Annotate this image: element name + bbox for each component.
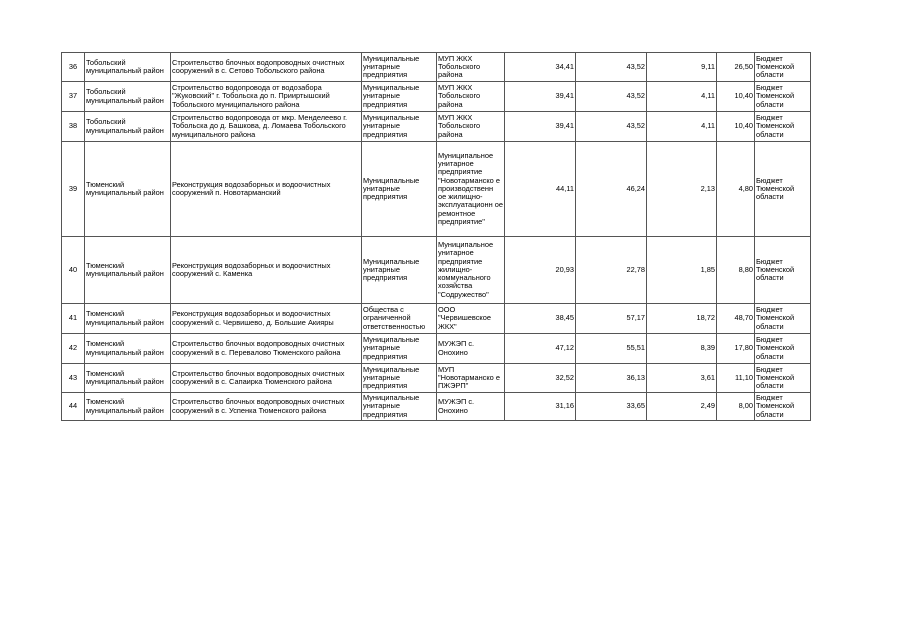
legal-form-cell: Муниципальные унитарные предприятия bbox=[362, 82, 437, 112]
value-1-cell: 38,45 bbox=[505, 304, 576, 334]
value-4-cell: 10,40 bbox=[717, 82, 755, 112]
value-1-cell: 31,16 bbox=[505, 393, 576, 421]
value-4-cell: 4,80 bbox=[717, 142, 755, 237]
value-4-cell: 26,50 bbox=[717, 53, 755, 82]
row-number: 36 bbox=[62, 53, 85, 82]
value-1-cell: 20,93 bbox=[505, 237, 576, 304]
work-description-cell: Строительство водопровода от водозабора "Жуковский" г. Тобольска до п. Прииртышский Тобольского муниципального района bbox=[171, 82, 362, 112]
value-2-cell: 46,24 bbox=[576, 142, 647, 237]
table-row bbox=[62, 82, 811, 112]
work-description-cell: Строительство блочных водопроводных очистных сооружений в с. Успенка Тюменского района bbox=[171, 393, 362, 421]
value-2-cell: 36,13 bbox=[576, 364, 647, 393]
value-3-cell: 1,85 bbox=[647, 237, 717, 304]
organization-cell: МУП ЖКХ Тобольского района bbox=[437, 112, 505, 142]
legal-form-cell: Муниципальные унитарные предприятия bbox=[362, 334, 437, 364]
value-3-cell: 2,13 bbox=[647, 142, 717, 237]
value-2-cell: 33,65 bbox=[576, 393, 647, 421]
work-description-cell: Строительство водопровода от мкр. Менделеево г. Тобольска до д. Башкова, д. Ломаева Тобольского муниципального района bbox=[171, 112, 362, 142]
row-number: 38 bbox=[62, 112, 85, 142]
work-description-cell: Строительство блочных водопроводных очистных сооружений в с. Сетово Тобольского района bbox=[171, 53, 362, 82]
value-3-cell: 8,39 bbox=[647, 334, 717, 364]
value-4-cell: 10,40 bbox=[717, 112, 755, 142]
value-3-cell: 3,61 bbox=[647, 364, 717, 393]
value-3-cell: 4,11 bbox=[647, 82, 717, 112]
table-row bbox=[62, 53, 811, 82]
organization-cell: МУП ЖКХ Тобольского района bbox=[437, 53, 505, 82]
organization-cell: МУЖЭП с. Онохино bbox=[437, 393, 505, 421]
row-number: 40 bbox=[62, 237, 85, 304]
value-1-cell: 39,41 bbox=[505, 112, 576, 142]
value-2-cell: 43,52 bbox=[576, 112, 647, 142]
value-4-cell: 8,80 bbox=[717, 237, 755, 304]
value-4-cell: 11,10 bbox=[717, 364, 755, 393]
work-description-cell: Строительство блочных водопроводных очистных сооружений в с. Перевалово Тюменского района bbox=[171, 334, 362, 364]
organization-cell: МУЖЭП с. Онохино bbox=[437, 334, 505, 364]
row-number: 42 bbox=[62, 334, 85, 364]
funding-source-cell: Бюджет Тюменской области bbox=[755, 112, 811, 142]
value-3-cell: 18,72 bbox=[647, 304, 717, 334]
district-cell: Тобольский муниципальный район bbox=[85, 112, 171, 142]
organization-cell: МУП "Новотарманско е ПЖЭРП" bbox=[437, 364, 505, 393]
district-cell: Тюменский муниципальный район bbox=[85, 364, 171, 393]
value-1-cell: 34,41 bbox=[505, 53, 576, 82]
value-3-cell: 9,11 bbox=[647, 53, 717, 82]
value-2-cell: 43,52 bbox=[576, 82, 647, 112]
district-cell: Тобольский муниципальный район bbox=[85, 82, 171, 112]
legal-form-cell: Муниципальные унитарные предприятия bbox=[362, 142, 437, 237]
value-1-cell: 47,12 bbox=[505, 334, 576, 364]
value-1-cell: 32,52 bbox=[505, 364, 576, 393]
table-row bbox=[62, 304, 811, 334]
district-cell: Тюменский муниципальный район bbox=[85, 237, 171, 304]
organization-cell: МУП ЖКХ Тобольского района bbox=[437, 82, 505, 112]
organization-cell: Муниципальное унитарное предприятие "Новотарманско е производственн ое жилищно-эксплуатационн ое ремонтное предприятие" bbox=[437, 142, 505, 237]
row-number: 37 bbox=[62, 82, 85, 112]
district-cell: Тюменский муниципальный район bbox=[85, 304, 171, 334]
district-cell: Тобольский муниципальный район bbox=[85, 53, 171, 82]
row-number: 43 bbox=[62, 364, 85, 393]
district-cell: Тюменский муниципальный район bbox=[85, 393, 171, 421]
value-2-cell: 55,51 bbox=[576, 334, 647, 364]
value-4-cell: 17,80 bbox=[717, 334, 755, 364]
organization-cell: ООО "Червишевское ЖКХ" bbox=[437, 304, 505, 334]
table-row bbox=[62, 393, 811, 421]
funding-source-cell: Бюджет Тюменской области bbox=[755, 82, 811, 112]
work-description-cell: Реконструкция водозаборных и водоочистных сооружений п. Новотарманский bbox=[171, 142, 362, 237]
district-cell: Тюменский муниципальный район bbox=[85, 334, 171, 364]
value-3-cell: 2,49 bbox=[647, 393, 717, 421]
value-3-cell: 4,11 bbox=[647, 112, 717, 142]
value-2-cell: 43,52 bbox=[576, 53, 647, 82]
table-row bbox=[62, 237, 811, 304]
value-1-cell: 44,11 bbox=[505, 142, 576, 237]
legal-form-cell: Общества с ограниченной ответственностью bbox=[362, 304, 437, 334]
row-number: 44 bbox=[62, 393, 85, 421]
legal-form-cell: Муниципальные унитарные предприятия bbox=[362, 237, 437, 304]
row-number: 39 bbox=[62, 142, 85, 237]
district-cell: Тюменский муниципальный район bbox=[85, 142, 171, 237]
table-row bbox=[62, 364, 811, 393]
funding-source-cell: Бюджет Тюменской области bbox=[755, 334, 811, 364]
funding-source-cell: Бюджет Тюменской области bbox=[755, 53, 811, 82]
work-description-cell: Строительство блочных водопроводных очистных сооружений в с. Сапаирка Тюменского района bbox=[171, 364, 362, 393]
table-row bbox=[62, 112, 811, 142]
table-row bbox=[62, 334, 811, 364]
value-2-cell: 22,78 bbox=[576, 237, 647, 304]
work-description-cell: Реконструкция водозаборных и водоочистных сооружений с. Червишево, д. Большие Акияры bbox=[171, 304, 362, 334]
investment-table bbox=[61, 52, 811, 421]
legal-form-cell: Муниципальные унитарные предприятия bbox=[362, 53, 437, 82]
funding-source-cell: Бюджет Тюменской области bbox=[755, 393, 811, 421]
legal-form-cell: Муниципальные унитарные предприятия bbox=[362, 393, 437, 421]
legal-form-cell: Муниципальные унитарные предприятия bbox=[362, 364, 437, 393]
value-1-cell: 39,41 bbox=[505, 82, 576, 112]
value-4-cell: 48,70 bbox=[717, 304, 755, 334]
funding-source-cell: Бюджет Тюменской области bbox=[755, 237, 811, 304]
table-row bbox=[62, 142, 811, 237]
value-2-cell: 57,17 bbox=[576, 304, 647, 334]
value-4-cell: 8,00 bbox=[717, 393, 755, 421]
funding-source-cell: Бюджет Тюменской области bbox=[755, 142, 811, 237]
row-number: 41 bbox=[62, 304, 85, 334]
organization-cell: Муниципальное унитарное предприятие жилищно-коммунального хозяйства "Содружество" bbox=[437, 237, 505, 304]
legal-form-cell: Муниципальные унитарные предприятия bbox=[362, 112, 437, 142]
work-description-cell: Реконструкция водозаборных и водоочистных сооружений с. Каменка bbox=[171, 237, 362, 304]
funding-source-cell: Бюджет Тюменской области bbox=[755, 364, 811, 393]
funding-source-cell: Бюджет Тюменской области bbox=[755, 304, 811, 334]
